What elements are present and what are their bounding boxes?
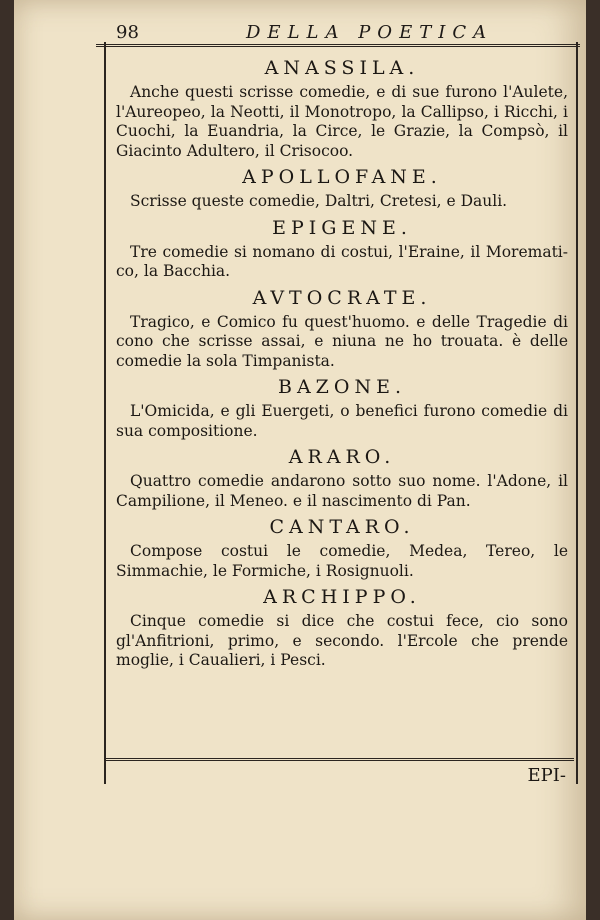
entry [116, 286, 568, 372]
entry-text: Anche questi scrisse comedie, e di sue furono l'Aulete, l'Aureopeo, la Neotti, il Monotropo, la Callipso, i Ricchi, i Cuochi, la Euandria, la Circe, le Grazie, la Compsò, il Giacinto Adultero, il Crisocoo. [116, 83, 568, 160]
catchword: EPI- [527, 765, 566, 786]
entry-text: Tragico, e Comico fu quest'huomo. e delle Tragedie di cono che scrisse assai, e niuna ne ho trouata. è delle comedie la sola Timpanista. [116, 312, 568, 370]
page-content [116, 56, 568, 675]
entry [116, 585, 568, 671]
page-header [96, 18, 580, 47]
entry-heading: BAZONE. [278, 376, 406, 398]
entry-heading: CANTARO. [269, 516, 415, 538]
entry [116, 216, 568, 282]
entry-heading: EPIGENE. [272, 216, 412, 239]
page-footer [104, 758, 574, 787]
entry [116, 515, 568, 581]
entry-text: Compose costui le comedie, Medea, Tereo, le Simmachie, le Formiche, i Rosignuoli. [116, 542, 568, 580]
entry-heading: ARCHIPPO. [263, 586, 421, 608]
entry-heading: APOLLOFANE. [242, 166, 442, 188]
entry [116, 56, 568, 161]
running-title: DELLA POETICA [246, 22, 494, 43]
entry [116, 445, 568, 511]
entry-text: L'Omicida, e gli Euergeti, o benefici furono comedie di sua compositione. [116, 402, 568, 440]
entry-heading: AVTOCRATE. [252, 286, 432, 309]
entry-text: Cinque comedie si dice che costui fece, cio sono gl'Anfitrioni, primo, e secondo. l'Ercole che prende moglie, i Caualieri, i Pesci. [116, 612, 568, 669]
entry [116, 165, 568, 212]
entry-text: Tre comedie si nomano di costui, l'Eraine, il Moremati-co, la Bacchia. [116, 242, 568, 280]
entry-heading: ANASSILA. [264, 57, 420, 79]
entry-text: Quattro comedie andarono sotto suo nome. l'Adone, il Campilione, il Meneo. e il nascimento di Pan. [116, 472, 568, 510]
entry-heading: ARARO. [288, 446, 396, 468]
entry [116, 375, 568, 441]
entry-text: Scrisse queste comedie, Daltri, Cretesi, e Dauli. [130, 192, 508, 210]
page-number: 98 [116, 22, 139, 43]
